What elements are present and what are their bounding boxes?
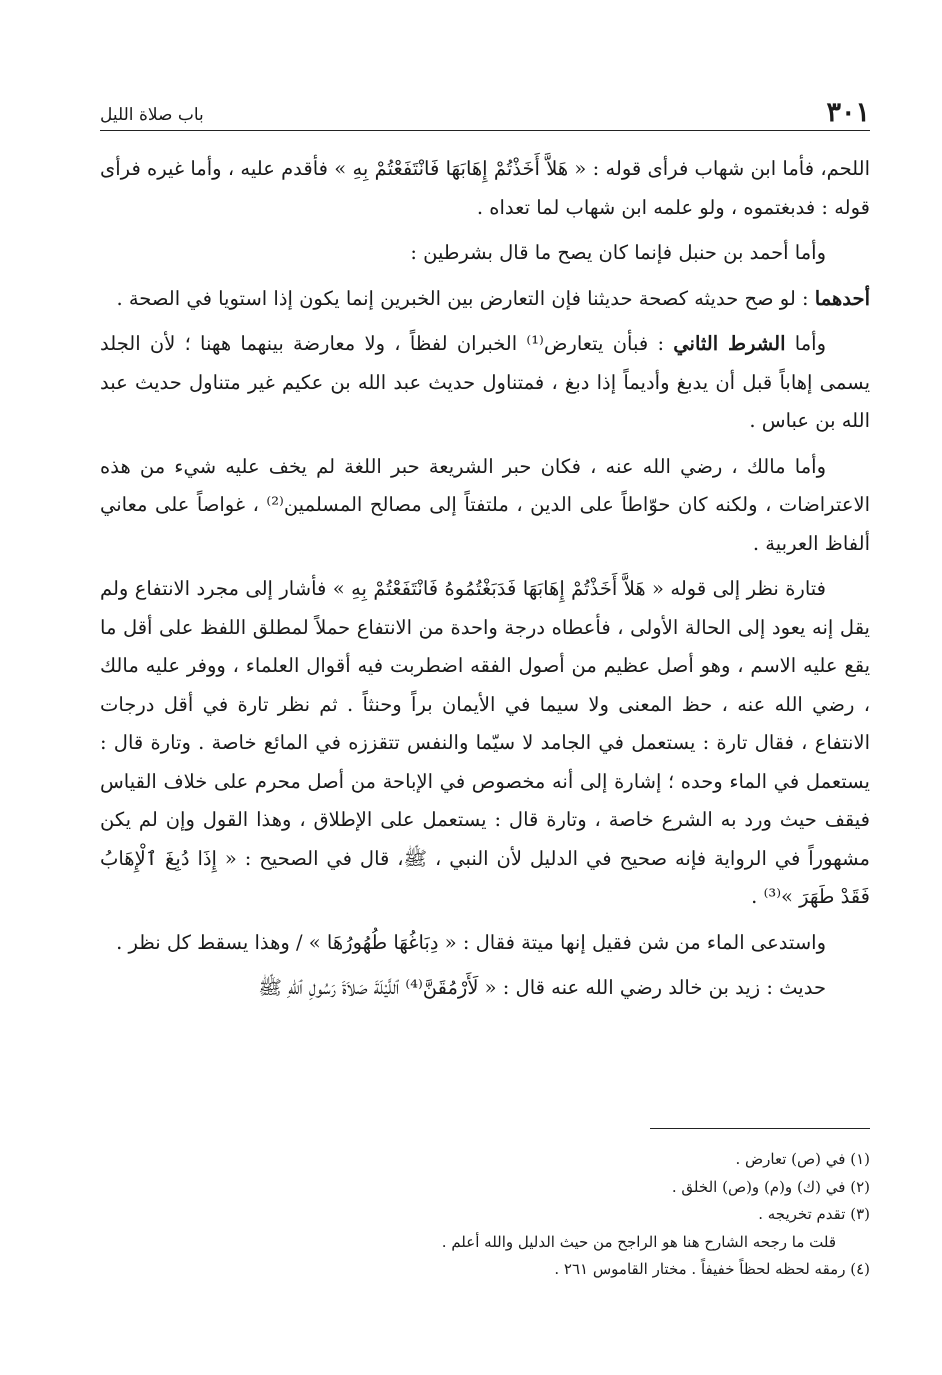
condition-one-text: : لو صح حديثه كصحة حديثنا فإن التعارض بين الخبرين إنما يكون إذا استويا في الصحة . [116, 286, 815, 310]
footnote: (٤) رمقه لحظه لحظاً خفيفاً . مختار القاموس ٢٦١ . [554, 1260, 870, 1278]
paragraph: واستدعى الماء من شن فقيل إنها ميتة فقال : « دِبَاغُهَا طُهُورُهَا » / وهذا يسقط كل نظر . [116, 930, 826, 954]
paragraph: حديث : زيد بن خالد رضي الله عنه قال : « لَأَرْمُقَنَّ⁽⁴⁾ ٱللَّيْلَةَ صَلاَةَ رَسُولِ ٱللهِ ﷺ [258, 976, 826, 999]
page-number: ٣٠١ [826, 97, 870, 128]
paragraph: وأما مالك ، رضي الله عنه ، فكان حبر الشريعة حبر اللغة لم يخف عليه شيء من هذه الاعتراضات ، ولكنه كان حوّاطاً على الدين ، ملتفتاً إلى مصالح المسلمين⁽²⁾ ، غواصاً على معاني ألفاظ العربية . [100, 454, 870, 555]
condition-one-label: أحدهما [814, 286, 870, 310]
footnote: (١) في (ص) تعارض . [735, 1150, 870, 1168]
paragraph: اللحم، فأما ابن شهاب فرأى قوله : « هَلاَّ أَخَذْتُمْ إِهَابَهَا فَانْتَفَعْتُمْ بِهِ » فأقدم عليه ، وأما غيره فرأى قوله : فدبغتموه ، ولو علمه ابن شهاب لما تعداه . [100, 157, 870, 219]
footnote: (٢) في (ك) و(م) و(ص) الخلق . [671, 1177, 870, 1196]
running-title: باب صلاة الليل [100, 105, 204, 125]
condition-two-prefix: وأما [785, 332, 827, 355]
paragraph-condition-one [100, 280, 870, 319]
paragraph: فتارة نظر إلى قوله « هَلاَّ أَخَذْتُمْ إِهَابَهَا فَدَبَغْتُمُوهُ فَانْتَفَعْتُمْ بِهِ » فأشار إلى مجرد الانتفاع ولم يقل إنه يعود إلى الحالة الأولى ، فأعطاه درجة واحدة من الانتفاع حملاً لمطلق اللفظ على أقل ما يقع عليه الاسم ، وهو أصل عظيم من أصول الفقه اضطربت فيه أقوال العلماء ، ووفر عليه مالك ، رضي الله عنه ، حظ المعنى ولا سيما في الأيمان براً وحنثاً . ثم نظر تارة في أقل درجات الانتفاع ، فقال تارة : يستعمل في الجامد لا سيّما والنفس تتقززه في المائع خاصة . وتارة قال : يستعمل في الماء وحده ؛ إشارة إلى أنه مخصوص في الإباحة من أصل محرم على خلاف القياس فيقف حيث ورد به الشرع خاصة ، وتارة قال : يستعمل على الإطلاق ، وهذا القول وإن لم يكن مشهوراً في الرواية فإنه صحيح في الدليل لأن النبي ، ﷺ، قال في الصحيح : « إِذَا دُبِغَ ٱلْإِهَابُ فَقَدْ طَهَرَ »⁽³⁾ . [100, 577, 870, 908]
condition-two-text: : فبأن يتعارض⁽¹⁾ الخبران لفظاً ، ولا معارضة بينهما ههنا ؛ لأن الجلد يسمى إهاباً قبل أن يدبغ وأديماً إذا دبغ ، فمتناول حديث عبد الله بن عكيم غير متناول حديث عبد الله بن عباس . [100, 332, 870, 432]
paragraph: وأما أحمد بن حنبل فإنما كان يصح ما قال بشرطين : [410, 241, 826, 264]
footnotes [100, 1146, 870, 1284]
paragraph-condition-two [100, 325, 870, 441]
page-header [100, 96, 870, 131]
footnote-divider [650, 1128, 870, 1129]
footnote-comment: قلت ما رجحه الشارح هنا هو الراجح من حيث الدليل والله أعلم . [441, 1232, 836, 1251]
condition-two-label: الشرط الثاني [673, 332, 786, 355]
main-text [100, 150, 870, 1015]
footnote: (٣) تقدم تخريجه . [758, 1205, 870, 1223]
